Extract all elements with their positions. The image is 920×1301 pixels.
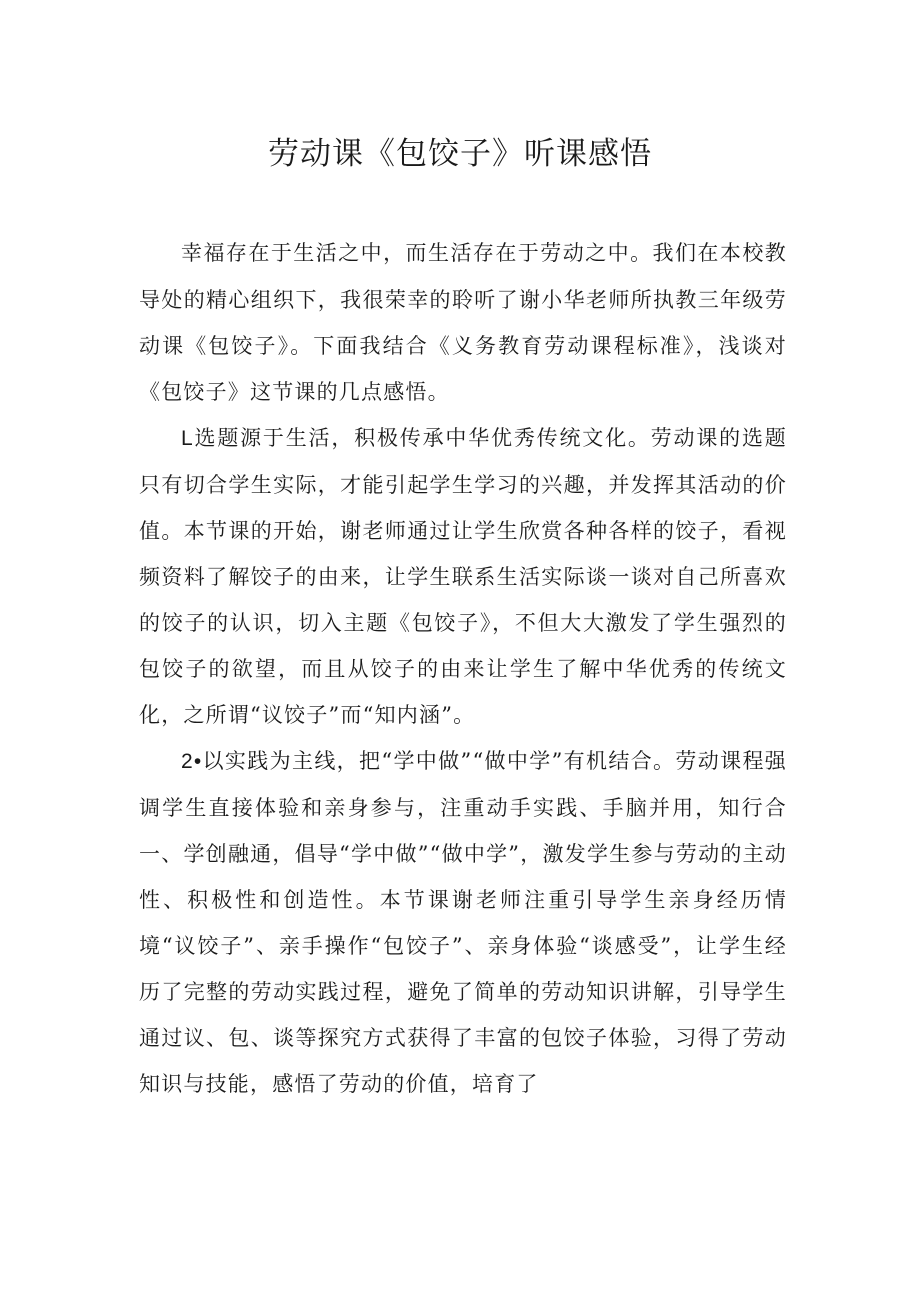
paragraph-intro [139, 230, 787, 415]
document-body [139, 230, 787, 1107]
paragraph-text: 幸福存在于生活之中，而生活存在于劳动之中。我们在本校教导处的精心组织下，我很荣幸的聆听了谢小华老师所执教三年级劳动课《包饺子》。下面我结合《义务教育劳动课程标准》，浅谈对《包饺子》这节课的几点感悟。 [139, 241, 787, 404]
document-title: 劳动课《包饺子》听课感悟 [268, 136, 652, 172]
paragraph-number: 2• [181, 750, 203, 773]
paragraph-point-2 [139, 738, 787, 1107]
paragraph-number: L [181, 427, 194, 450]
paragraph-text: 选题源于生活，积极传承中华优秀传统文化。劳动课的选题只有切合学生实际，才能引起学生学习的兴趣，并发挥其活动的价值。本节课的开始，谢老师通过让学生欣赏各种各样的饺子，看视频资料了解饺子的由来，让学生联系生活实际谈一谈对自己所喜欢的饺子的认识，切入主题《包饺子》，不但大大激发了学生强烈的包饺子的欲望，而且从饺子的由来让学生了解中华优秀的传统文化，之所谓“议饺子”而“知内涵”。 [139, 426, 787, 727]
paragraph-text: 以实践为主线，把“学中做”“做中学”有机结合。劳动课程强调学生直接体验和亲身参与，注重动手实践、手脑并用，知行合一、学创融通，倡导“学中做”“做中学”，激发学生参与劳动的主动性、积极性和创造性。本节课谢老师注重引导学生亲身经历情境“议饺子”、亲手操作“包饺子”、亲身体验“谈感受”，让学生经历了完整的劳动实践过程，避免了简单的劳动知识讲解，引导学生通过议、包、谈等探究方式获得了丰富的包饺子体验，习得了劳动知识与技能，感悟了劳动的价值，培育了 [139, 749, 787, 1096]
paragraph-point-1 [139, 415, 787, 738]
